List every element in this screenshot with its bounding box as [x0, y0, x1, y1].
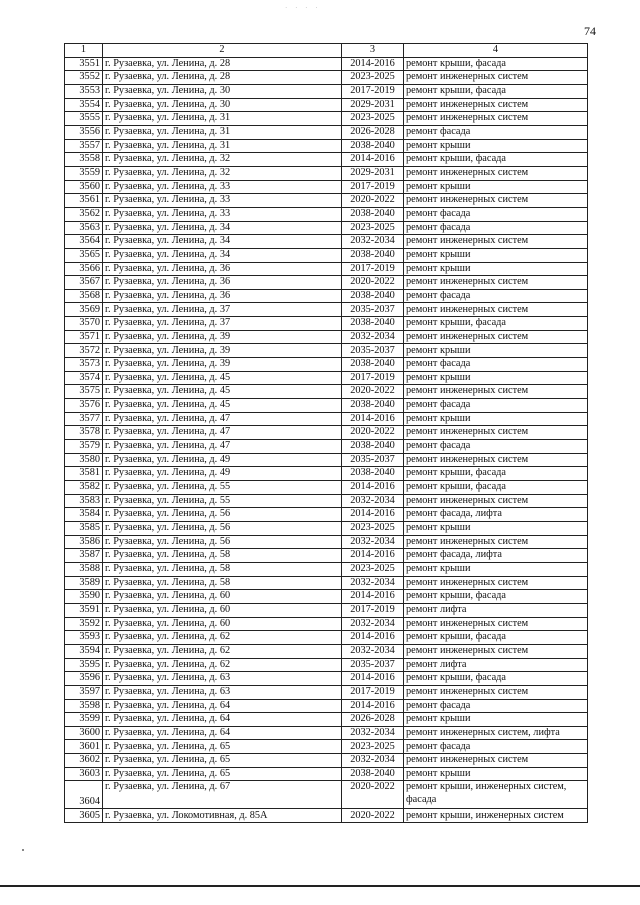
row-address: г. Рузаевка, ул. Ленина, д. 31	[103, 125, 342, 139]
row-number: 3559	[65, 166, 103, 180]
table-row	[65, 521, 588, 535]
row-number: 3598	[65, 699, 103, 713]
row-years: 2014-2016	[342, 549, 404, 563]
row-work-type: ремонт фасада, лифта	[404, 549, 588, 563]
row-years: 2038-2040	[342, 399, 404, 413]
row-number: 3563	[65, 221, 103, 235]
row-work-type: ремонт инженерных систем, лифта	[404, 726, 588, 740]
row-years: 2026-2028	[342, 713, 404, 727]
row-number: 3572	[65, 344, 103, 358]
row-number: 3587	[65, 549, 103, 563]
row-number: 3594	[65, 644, 103, 658]
row-address: г. Рузаевка, ул. Ленина, д. 33	[103, 194, 342, 208]
row-number: 3566	[65, 262, 103, 276]
row-work-type: ремонт крыши, фасада	[404, 590, 588, 604]
row-address: г. Рузаевка, ул. Ленина, д. 49	[103, 453, 342, 467]
row-number: 3571	[65, 330, 103, 344]
table-row	[65, 467, 588, 481]
row-work-type: ремонт инженерных систем	[404, 194, 588, 208]
row-number: 3581	[65, 467, 103, 481]
table-row	[65, 644, 588, 658]
table-row	[65, 658, 588, 672]
row-address: г. Рузаевка, ул. Ленина, д. 62	[103, 658, 342, 672]
row-years: 2035-2037	[342, 303, 404, 317]
row-work-type: ремонт фасада	[404, 221, 588, 235]
row-number: 3595	[65, 658, 103, 672]
row-years: 2017-2019	[342, 84, 404, 98]
header-col-3: 3	[342, 44, 404, 58]
header-col-4: 4	[404, 44, 588, 58]
table-row	[65, 740, 588, 754]
row-number: 3590	[65, 590, 103, 604]
table-row	[65, 98, 588, 112]
row-address: г. Рузаевка, ул. Ленина, д. 55	[103, 494, 342, 508]
row-number: 3592	[65, 617, 103, 631]
row-address: г. Рузаевка, ул. Ленина, д. 28	[103, 57, 342, 71]
row-number: 3596	[65, 672, 103, 686]
row-address: г. Рузаевка, ул. Ленина, д. 32	[103, 166, 342, 180]
row-number: 3574	[65, 371, 103, 385]
row-years: 2038-2040	[342, 358, 404, 372]
row-number: 3557	[65, 139, 103, 153]
row-work-type: ремонт фасада	[404, 699, 588, 713]
table-row	[65, 631, 588, 645]
row-years: 2014-2016	[342, 412, 404, 426]
row-number: 3558	[65, 153, 103, 167]
row-number: 3555	[65, 112, 103, 126]
table-row	[65, 248, 588, 262]
table-row	[65, 549, 588, 563]
row-work-type: ремонт инженерных систем	[404, 685, 588, 699]
table-row	[65, 84, 588, 98]
row-address: г. Рузаевка, ул. Ленина, д. 63	[103, 672, 342, 686]
row-work-type: ремонт крыши	[404, 371, 588, 385]
row-work-type: ремонт инженерных систем	[404, 330, 588, 344]
row-number: 3601	[65, 740, 103, 754]
row-years: 2035-2037	[342, 344, 404, 358]
row-address: г. Рузаевка, ул. Ленина, д. 64	[103, 713, 342, 727]
row-work-type: ремонт крыши, фасада	[404, 672, 588, 686]
row-years: 2032-2034	[342, 576, 404, 590]
row-years: 2038-2040	[342, 317, 404, 331]
row-address: г. Рузаевка, ул. Ленина, д. 67	[103, 781, 342, 809]
row-number: 3600	[65, 726, 103, 740]
row-work-type: ремонт инженерных систем	[404, 576, 588, 590]
row-number: 3599	[65, 713, 103, 727]
row-years: 2020-2022	[342, 809, 404, 823]
row-address: г. Рузаевка, ул. Ленина, д. 55	[103, 481, 342, 495]
row-years: 2032-2034	[342, 494, 404, 508]
row-work-type: ремонт крыши, фасада	[404, 153, 588, 167]
table-row	[65, 781, 588, 809]
row-number: 3564	[65, 235, 103, 249]
table-row	[65, 139, 588, 153]
row-work-type: ремонт инженерных систем	[404, 426, 588, 440]
table-row	[65, 166, 588, 180]
row-years: 2032-2034	[342, 754, 404, 768]
row-work-type: ремонт фасада	[404, 207, 588, 221]
row-years: 2032-2034	[342, 644, 404, 658]
row-address: г. Рузаевка, ул. Ленина, д. 37	[103, 317, 342, 331]
row-work-type: ремонт крыши	[404, 180, 588, 194]
row-address: г. Рузаевка, ул. Ленина, д. 65	[103, 754, 342, 768]
row-number: 3589	[65, 576, 103, 590]
row-work-type: ремонт инженерных систем	[404, 112, 588, 126]
row-address: г. Рузаевка, ул. Ленина, д. 34	[103, 235, 342, 249]
table-row	[65, 371, 588, 385]
row-address: г. Рузаевка, ул. Ленина, д. 47	[103, 440, 342, 454]
row-number: 3593	[65, 631, 103, 645]
row-years: 2035-2037	[342, 658, 404, 672]
row-number: 3603	[65, 767, 103, 781]
row-address: г. Рузаевка, ул. Ленина, д. 65	[103, 740, 342, 754]
row-work-type: ремонт крыши	[404, 344, 588, 358]
row-work-type: ремонт крыши	[404, 412, 588, 426]
table-row	[65, 576, 588, 590]
row-work-type: ремонт крыши, фасада	[404, 84, 588, 98]
row-years: 2017-2019	[342, 371, 404, 385]
table-row	[65, 767, 588, 781]
row-years: 2014-2016	[342, 590, 404, 604]
table-row	[65, 112, 588, 126]
table-header-row	[65, 44, 588, 58]
table-row	[65, 494, 588, 508]
table-row	[65, 399, 588, 413]
row-years: 2014-2016	[342, 153, 404, 167]
row-number: 3553	[65, 84, 103, 98]
row-address: г. Рузаевка, ул. Ленина, д. 56	[103, 535, 342, 549]
row-years: 2038-2040	[342, 207, 404, 221]
row-work-type: ремонт инженерных систем	[404, 644, 588, 658]
row-address: г. Рузаевка, ул. Ленина, д. 58	[103, 576, 342, 590]
row-number: 3567	[65, 276, 103, 290]
row-address: г. Рузаевка, ул. Ленина, д. 32	[103, 153, 342, 167]
row-address: г. Рузаевка, ул. Ленина, д. 63	[103, 685, 342, 699]
row-work-type: ремонт фасада	[404, 740, 588, 754]
row-work-type: ремонт фасада	[404, 289, 588, 303]
row-work-type: ремонт крыши	[404, 713, 588, 727]
row-years: 2023-2025	[342, 112, 404, 126]
row-number: 3576	[65, 399, 103, 413]
row-years: 2029-2031	[342, 166, 404, 180]
row-address: г. Рузаевка, ул. Ленина, д. 58	[103, 549, 342, 563]
row-address: г. Рузаевка, ул. Ленина, д. 47	[103, 426, 342, 440]
row-number: 3585	[65, 521, 103, 535]
row-address: г. Рузаевка, ул. Ленина, д. 56	[103, 508, 342, 522]
table-row	[65, 535, 588, 549]
row-years: 2038-2040	[342, 467, 404, 481]
table-row	[65, 412, 588, 426]
header-col-2: 2	[103, 44, 342, 58]
row-work-type: ремонт инженерных систем	[404, 166, 588, 180]
table-row	[65, 57, 588, 71]
row-number: 3560	[65, 180, 103, 194]
table-row	[65, 562, 588, 576]
row-number: 3584	[65, 508, 103, 522]
row-work-type: ремонт фасада, лифта	[404, 508, 588, 522]
row-number: 3580	[65, 453, 103, 467]
table-row	[65, 153, 588, 167]
table-row	[65, 699, 588, 713]
table-row	[65, 276, 588, 290]
row-years: 2035-2037	[342, 453, 404, 467]
row-work-type: ремонт инженерных систем	[404, 494, 588, 508]
row-address: г. Рузаевка, ул. Ленина, д. 31	[103, 139, 342, 153]
row-number: 3578	[65, 426, 103, 440]
row-address: г. Рузаевка, ул. Ленина, д. 56	[103, 521, 342, 535]
row-years: 2032-2034	[342, 330, 404, 344]
table-row	[65, 262, 588, 276]
row-work-type: ремонт инженерных систем	[404, 754, 588, 768]
row-number: 3602	[65, 754, 103, 768]
row-number: 3554	[65, 98, 103, 112]
row-address: г. Рузаевка, ул. Ленина, д. 30	[103, 84, 342, 98]
table-row	[65, 207, 588, 221]
row-address: г. Рузаевка, ул. Ленина, д. 30	[103, 98, 342, 112]
row-years: 2023-2025	[342, 740, 404, 754]
row-number: 3588	[65, 562, 103, 576]
row-years: 2014-2016	[342, 508, 404, 522]
table-row	[65, 235, 588, 249]
row-address: г. Рузаевка, ул. Ленина, д. 34	[103, 221, 342, 235]
row-work-type: ремонт крыши, фасада	[404, 481, 588, 495]
table-row	[65, 125, 588, 139]
table-row	[65, 754, 588, 768]
row-number: 3586	[65, 535, 103, 549]
row-number: 3605	[65, 809, 103, 823]
row-years: 2032-2034	[342, 535, 404, 549]
row-work-type: ремонт фасада	[404, 440, 588, 454]
row-work-type: ремонт крыши	[404, 521, 588, 535]
repair-schedule-table	[64, 43, 588, 823]
row-work-type: ремонт инженерных систем	[404, 453, 588, 467]
page-number: 74	[584, 24, 596, 38]
row-number: 3568	[65, 289, 103, 303]
row-address: г. Рузаевка, ул. Ленина, д. 28	[103, 71, 342, 85]
table-row	[65, 289, 588, 303]
row-number: 3577	[65, 412, 103, 426]
row-number: 3570	[65, 317, 103, 331]
table-row	[65, 221, 588, 235]
row-address: г. Рузаевка, ул. Ленина, д. 36	[103, 276, 342, 290]
row-address: г. Рузаевка, ул. Ленина, д. 34	[103, 248, 342, 262]
table-row	[65, 453, 588, 467]
row-work-type: ремонт фасада	[404, 125, 588, 139]
row-number: 3575	[65, 385, 103, 399]
row-work-type: ремонт крыши, фасада	[404, 631, 588, 645]
row-years: 2014-2016	[342, 631, 404, 645]
row-number: 3551	[65, 57, 103, 71]
row-address: г. Рузаевка, ул. Ленина, д. 39	[103, 344, 342, 358]
row-number: 3562	[65, 207, 103, 221]
table-row	[65, 590, 588, 604]
row-address: г. Рузаевка, ул. Ленина, д. 64	[103, 699, 342, 713]
row-work-type: ремонт крыши	[404, 767, 588, 781]
table-row	[65, 809, 588, 823]
row-address: г. Рузаевка, ул. Ленина, д. 60	[103, 603, 342, 617]
row-years: 2014-2016	[342, 57, 404, 71]
row-years: 2020-2022	[342, 276, 404, 290]
row-years: 2020-2022	[342, 781, 404, 809]
row-address: г. Рузаевка, ул. Ленина, д. 45	[103, 399, 342, 413]
row-work-type: ремонт инженерных систем	[404, 303, 588, 317]
row-number: 3579	[65, 440, 103, 454]
margin-mark	[22, 849, 24, 851]
row-years: 2020-2022	[342, 426, 404, 440]
row-years: 2017-2019	[342, 180, 404, 194]
table-row	[65, 385, 588, 399]
bottom-rule	[0, 885, 640, 887]
row-work-type: ремонт лифта	[404, 658, 588, 672]
table-row	[65, 180, 588, 194]
table-row	[65, 194, 588, 208]
row-years: 2014-2016	[342, 672, 404, 686]
row-address: г. Рузаевка, ул. Ленина, д. 33	[103, 180, 342, 194]
row-address: г. Рузаевка, ул. Ленина, д. 36	[103, 262, 342, 276]
table-row	[65, 317, 588, 331]
row-address: г. Рузаевка, ул. Ленина, д. 65	[103, 767, 342, 781]
table-row	[65, 481, 588, 495]
row-address: г. Рузаевка, ул. Ленина, д. 45	[103, 371, 342, 385]
row-years: 2023-2025	[342, 521, 404, 535]
row-work-type: ремонт крыши, инженерных систем	[404, 809, 588, 823]
row-number: 3604	[65, 781, 103, 809]
row-number: 3597	[65, 685, 103, 699]
row-years: 2032-2034	[342, 617, 404, 631]
row-work-type: ремонт крыши	[404, 562, 588, 576]
row-years: 2038-2040	[342, 248, 404, 262]
row-years: 2032-2034	[342, 726, 404, 740]
row-work-type: ремонт крыши	[404, 248, 588, 262]
table-body	[65, 57, 588, 822]
table-row	[65, 726, 588, 740]
row-address: г. Рузаевка, ул. Ленина, д. 49	[103, 467, 342, 481]
row-years: 2038-2040	[342, 289, 404, 303]
row-address: г. Рузаевка, ул. Ленина, д. 60	[103, 590, 342, 604]
header-col-1: 1	[65, 44, 103, 58]
row-years: 2017-2019	[342, 685, 404, 699]
row-work-type: ремонт инженерных систем	[404, 98, 588, 112]
row-address: г. Рузаевка, ул. Ленина, д. 58	[103, 562, 342, 576]
row-work-type: ремонт крыши, фасада	[404, 317, 588, 331]
table-row	[65, 508, 588, 522]
row-address: г. Рузаевка, ул. Ленина, д. 36	[103, 289, 342, 303]
row-address: г. Рузаевка, ул. Ленина, д. 31	[103, 112, 342, 126]
row-years: 2020-2022	[342, 194, 404, 208]
row-number: 3569	[65, 303, 103, 317]
row-address: г. Рузаевка, ул. Ленина, д. 62	[103, 644, 342, 658]
row-work-type: ремонт инженерных систем	[404, 71, 588, 85]
table-row	[65, 426, 588, 440]
table-row	[65, 358, 588, 372]
row-address: г. Рузаевка, ул. Ленина, д. 62	[103, 631, 342, 645]
table-row	[65, 71, 588, 85]
row-years: 2017-2019	[342, 603, 404, 617]
row-years: 2017-2019	[342, 262, 404, 276]
table-row	[65, 344, 588, 358]
table-row	[65, 617, 588, 631]
row-years: 2026-2028	[342, 125, 404, 139]
row-work-type: ремонт инженерных систем	[404, 385, 588, 399]
row-work-type: ремонт крыши, фасада	[404, 57, 588, 71]
row-years: 2038-2040	[342, 139, 404, 153]
row-work-type: ремонт крыши, фасада	[404, 467, 588, 481]
table-row	[65, 330, 588, 344]
row-number: 3556	[65, 125, 103, 139]
row-years: 2038-2040	[342, 440, 404, 454]
row-work-type: ремонт крыши	[404, 262, 588, 276]
row-years: 2029-2031	[342, 98, 404, 112]
row-years: 2014-2016	[342, 699, 404, 713]
row-address: г. Рузаевка, ул. Локомотивная, д. 85А	[103, 809, 342, 823]
row-address: г. Рузаевка, ул. Ленина, д. 39	[103, 330, 342, 344]
row-work-type: ремонт инженерных систем	[404, 235, 588, 249]
table-row	[65, 440, 588, 454]
row-work-type: ремонт лифта	[404, 603, 588, 617]
row-work-type: ремонт инженерных систем	[404, 535, 588, 549]
row-years: 2020-2022	[342, 385, 404, 399]
row-work-type: ремонт фасада	[404, 358, 588, 372]
row-years: 2023-2025	[342, 221, 404, 235]
row-address: г. Рузаевка, ул. Ленина, д. 47	[103, 412, 342, 426]
row-number: 3573	[65, 358, 103, 372]
row-number: 3582	[65, 481, 103, 495]
row-number: 3561	[65, 194, 103, 208]
scan-specks: · · · ·	[285, 4, 321, 12]
table-row	[65, 303, 588, 317]
row-number: 3552	[65, 71, 103, 85]
row-number: 3565	[65, 248, 103, 262]
row-years: 2038-2040	[342, 767, 404, 781]
row-address: г. Рузаевка, ул. Ленина, д. 39	[103, 358, 342, 372]
row-work-type: ремонт фасада	[404, 399, 588, 413]
table-row	[65, 603, 588, 617]
row-years: 2032-2034	[342, 235, 404, 249]
row-work-type: ремонт крыши	[404, 139, 588, 153]
table-row	[65, 713, 588, 727]
row-work-type: ремонт крыши, инженерных систем, фасада	[404, 781, 588, 809]
row-address: г. Рузаевка, ул. Ленина, д. 33	[103, 207, 342, 221]
row-address: г. Рузаевка, ул. Ленина, д. 45	[103, 385, 342, 399]
row-work-type: ремонт инженерных систем	[404, 617, 588, 631]
row-address: г. Рузаевка, ул. Ленина, д. 37	[103, 303, 342, 317]
row-years: 2014-2016	[342, 481, 404, 495]
table-row	[65, 685, 588, 699]
row-work-type: ремонт инженерных систем	[404, 276, 588, 290]
table-row	[65, 672, 588, 686]
row-address: г. Рузаевка, ул. Ленина, д. 60	[103, 617, 342, 631]
row-years: 2023-2025	[342, 562, 404, 576]
row-years: 2023-2025	[342, 71, 404, 85]
row-number: 3591	[65, 603, 103, 617]
row-number: 3583	[65, 494, 103, 508]
row-address: г. Рузаевка, ул. Ленина, д. 64	[103, 726, 342, 740]
